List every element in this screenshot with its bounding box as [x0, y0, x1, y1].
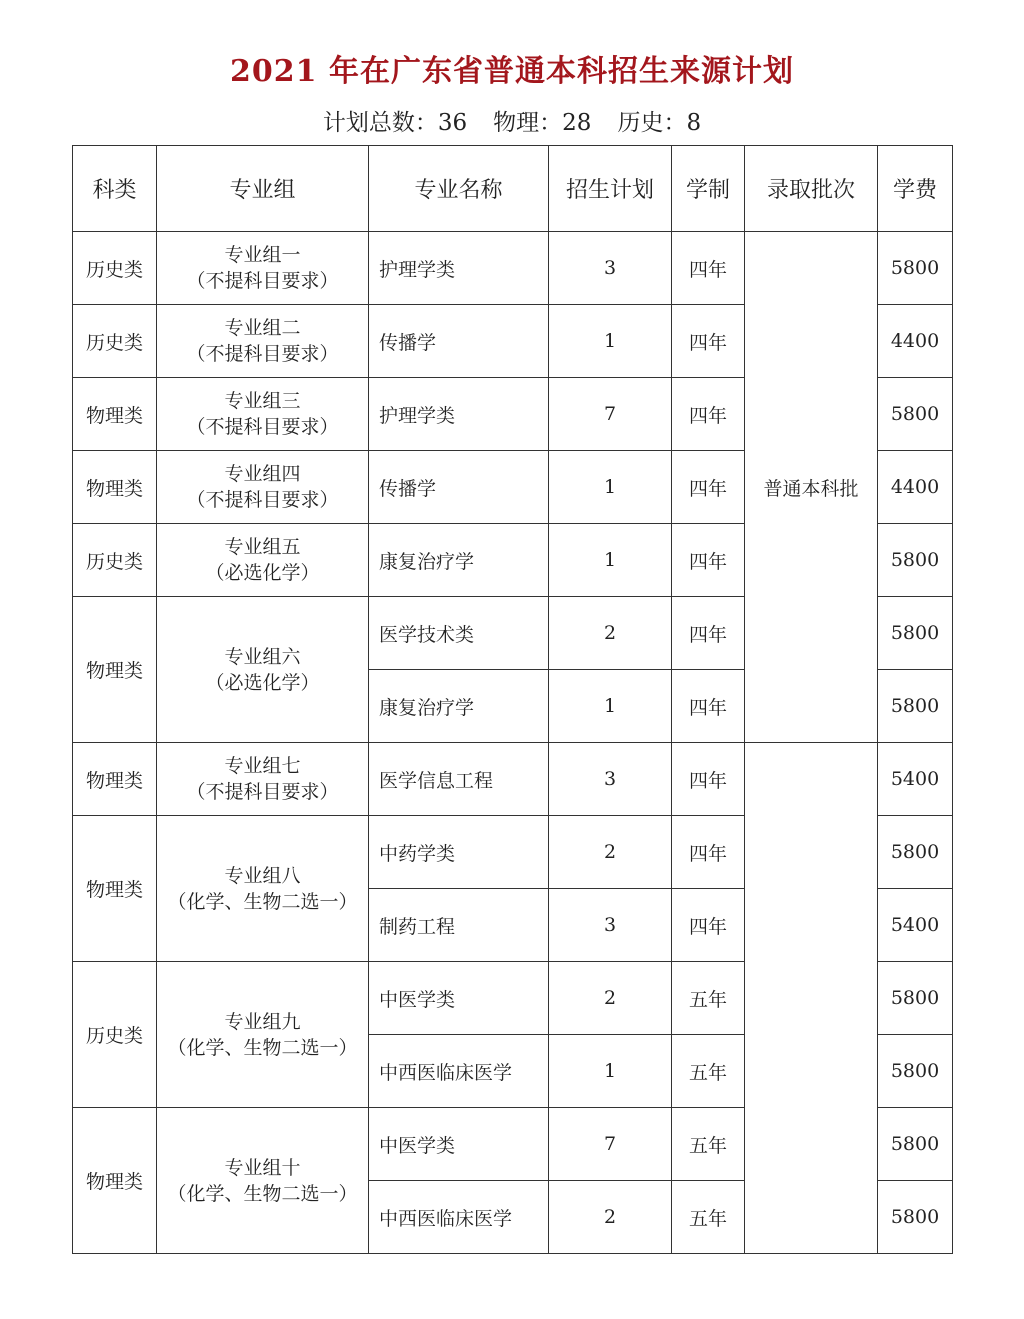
- subject-cell: 历史类: [73, 232, 157, 305]
- header-major: 专业名称: [369, 146, 549, 232]
- plan-cell: 1: [549, 451, 672, 524]
- years-cell: 五年: [672, 1035, 745, 1108]
- plan-cell: 1: [549, 1035, 672, 1108]
- group-cell: [157, 962, 369, 1108]
- group-requirement: （不提科目要求）: [186, 270, 339, 292]
- major-cell: 护理学类: [369, 232, 549, 305]
- group-cell: [157, 743, 369, 816]
- major-cell: 传播学: [369, 305, 549, 378]
- fee-cell: 5800: [878, 597, 953, 670]
- header-batch: 录取批次: [745, 146, 878, 232]
- plan-cell: 2: [549, 597, 672, 670]
- major-cell: 传播学: [369, 451, 549, 524]
- years-cell: 四年: [672, 597, 745, 670]
- fee-cell: 4400: [878, 451, 953, 524]
- plan-cell: 2: [549, 962, 672, 1035]
- major-cell: 中药学类: [369, 816, 549, 889]
- major-cell: 医学技术类: [369, 597, 549, 670]
- group-requirement: （化学、生物二选一）: [167, 1036, 358, 1059]
- table-row: [73, 743, 953, 816]
- fee-cell: 5800: [878, 816, 953, 889]
- header-subject: 科类: [73, 146, 157, 232]
- subject-cell: 物理类: [73, 597, 157, 743]
- subject-cell: 历史类: [73, 305, 157, 378]
- table-header-row: [73, 146, 953, 232]
- group-name: 专业组九: [224, 1010, 301, 1033]
- group-cell: [157, 1108, 369, 1254]
- summary-total: 计划总数：36: [322, 110, 468, 136]
- group-cell: [157, 232, 369, 305]
- group-name: 专业组六: [224, 645, 301, 668]
- fee-cell: 5800: [878, 1108, 953, 1181]
- fee-cell: 5800: [878, 378, 953, 451]
- fee-cell: 5400: [878, 889, 953, 962]
- years-cell: 四年: [672, 889, 745, 962]
- plan-cell: 1: [549, 524, 672, 597]
- subject-cell: 历史类: [73, 962, 157, 1108]
- years-cell: 五年: [672, 962, 745, 1035]
- summary-history: 历史：8: [617, 110, 702, 136]
- group-cell: [157, 305, 369, 378]
- major-cell: 制药工程: [369, 889, 549, 962]
- fee-cell: 4400: [878, 305, 953, 378]
- group-requirement: （不提科目要求）: [186, 781, 339, 803]
- summary-physics: 物理：28: [493, 110, 592, 136]
- header-group: 专业组: [157, 146, 369, 232]
- table-row: [73, 232, 953, 305]
- group-requirement: （化学、生物二选一）: [167, 890, 358, 913]
- fee-cell: 5800: [878, 1181, 953, 1254]
- major-cell: 中医学类: [369, 1108, 549, 1181]
- subject-cell: 物理类: [73, 816, 157, 962]
- fee-cell: 5800: [878, 1035, 953, 1108]
- major-cell: 中医学类: [369, 962, 549, 1035]
- fee-cell: 5800: [878, 232, 953, 305]
- group-requirement: （不提科目要求）: [186, 343, 339, 365]
- group-requirement: （不提科目要求）: [186, 489, 339, 511]
- group-requirement: （必选化学）: [205, 671, 320, 694]
- batch-cell: 普通本科批: [745, 232, 878, 743]
- plan-cell: 3: [549, 889, 672, 962]
- fee-cell: 5800: [878, 962, 953, 1035]
- group-requirement: （必选化学）: [205, 562, 320, 584]
- group-cell: [157, 524, 369, 597]
- group-name: 专业组一: [224, 244, 301, 266]
- group-cell: [157, 816, 369, 962]
- major-cell: 医学信息工程: [369, 743, 549, 816]
- subject-cell: 物理类: [73, 451, 157, 524]
- major-cell: 中西医临床医学: [369, 1181, 549, 1254]
- years-cell: 五年: [672, 1108, 745, 1181]
- group-name: 专业组七: [224, 755, 301, 777]
- group-name: 专业组四: [224, 463, 301, 485]
- years-cell: 四年: [672, 524, 745, 597]
- years-cell: 四年: [672, 378, 745, 451]
- major-cell: 护理学类: [369, 378, 549, 451]
- subject-cell: 历史类: [73, 524, 157, 597]
- major-cell: 中西医临床医学: [369, 1035, 549, 1108]
- fee-cell: 5800: [878, 524, 953, 597]
- group-name: 专业组三: [224, 390, 301, 412]
- subject-cell: 物理类: [73, 743, 157, 816]
- major-cell: 康复治疗学: [369, 524, 549, 597]
- group-cell: [157, 378, 369, 451]
- years-cell: 四年: [672, 743, 745, 816]
- subject-cell: 物理类: [73, 378, 157, 451]
- plan-cell: 3: [549, 232, 672, 305]
- years-cell: 四年: [672, 670, 745, 743]
- header-fee: 学费: [878, 146, 953, 232]
- plan-cell: 2: [549, 816, 672, 889]
- group-name: 专业组二: [224, 317, 301, 339]
- plan-summary: [0, 104, 1024, 137]
- group-cell: [157, 597, 369, 743]
- group-cell: [157, 451, 369, 524]
- header-years: 学制: [672, 146, 745, 232]
- group-requirement: （不提科目要求）: [186, 416, 339, 438]
- group-name: 专业组八: [224, 864, 301, 887]
- batch-cell-empty: [745, 743, 878, 1254]
- subject-cell: 物理类: [73, 1108, 157, 1254]
- group-name: 专业组十: [224, 1156, 301, 1179]
- plan-cell: 3: [549, 743, 672, 816]
- years-cell: 四年: [672, 451, 745, 524]
- group-requirement: （化学、生物二选一）: [167, 1182, 358, 1205]
- page-title: 2021 年在广东省普通本科招生来源计划: [230, 54, 794, 89]
- fee-cell: 5400: [878, 743, 953, 816]
- plan-cell: 2: [549, 1181, 672, 1254]
- plan-cell: 7: [549, 1108, 672, 1181]
- plan-cell: 1: [549, 305, 672, 378]
- plan-cell: 1: [549, 670, 672, 743]
- plan-cell: 7: [549, 378, 672, 451]
- header-plan: 招生计划: [549, 146, 672, 232]
- years-cell: 四年: [672, 305, 745, 378]
- years-cell: 四年: [672, 816, 745, 889]
- years-cell: 四年: [672, 232, 745, 305]
- fee-cell: 5800: [878, 670, 953, 743]
- group-name: 专业组五: [224, 536, 301, 558]
- enrollment-plan-table: [72, 145, 953, 1254]
- years-cell: 五年: [672, 1181, 745, 1254]
- major-cell: 康复治疗学: [369, 670, 549, 743]
